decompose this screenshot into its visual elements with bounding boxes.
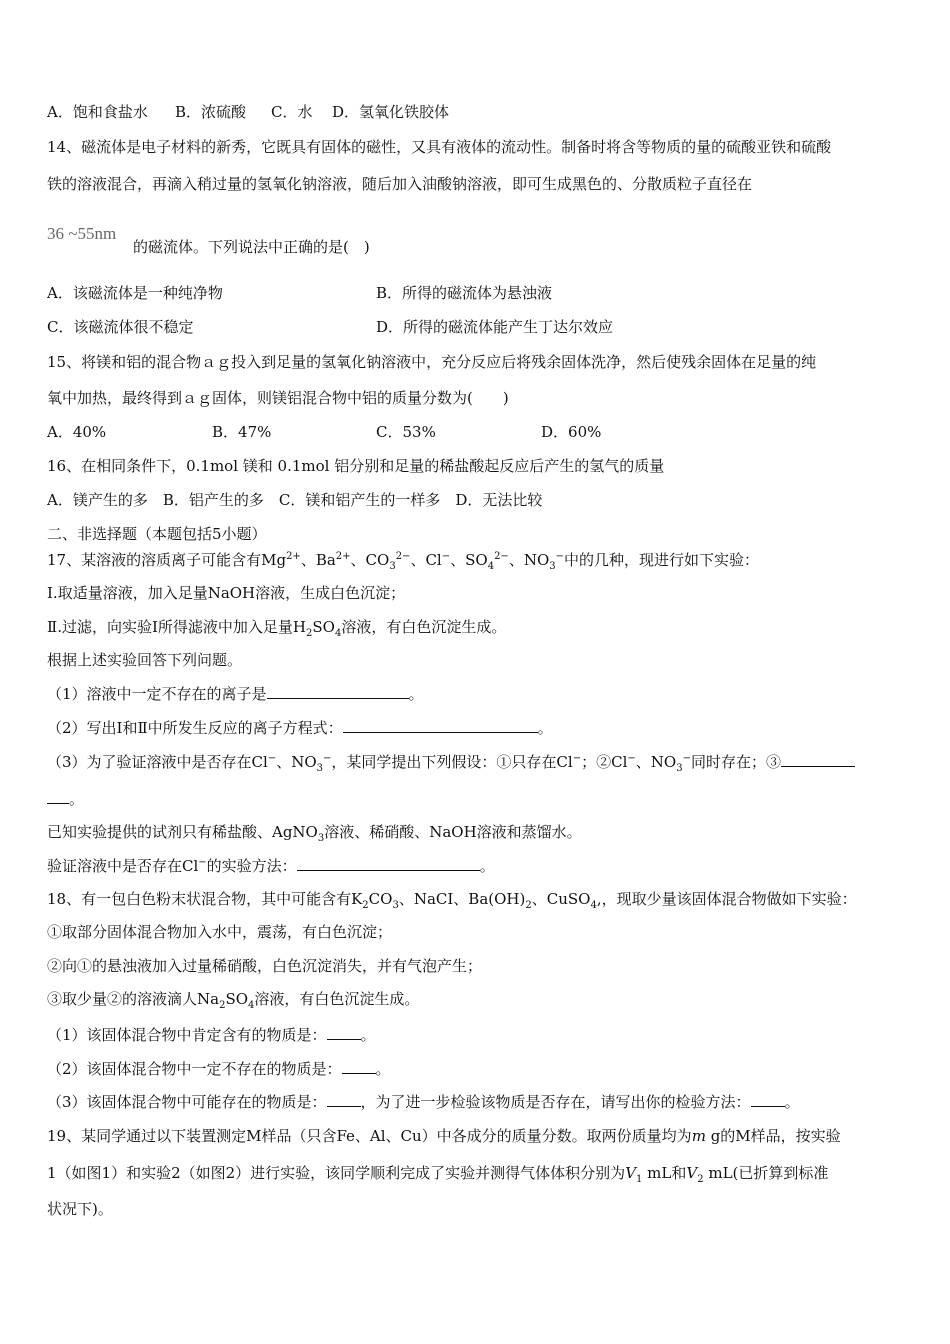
q14-stem-line2: 铁的溶液混合，再滴入稍过量的氢氧化钠溶液，随后加入油酸钠溶液，即可生成黑色的、分散质粒子直径在 bbox=[47, 175, 753, 193]
q14-stem-line3: 的磁流体。下列说法中正确的是( ) bbox=[133, 238, 370, 256]
q18-step-2: ②向①的悬浊液加入过量稀硝酸，白色沉淀消失，并有气泡产生； bbox=[47, 957, 483, 975]
q18-part3: （3）该固体混合物中可能存在的物质是： ，为了进一步检验该物质是否存在，请写出你的检验方法： 。 bbox=[47, 1093, 800, 1111]
q18-step-3: ③取少量②的溶液滴人$Na_2SO_4$溶液，有白色沉淀生成。 bbox=[47, 990, 420, 1011]
q18-stem: 18、有一包白色粉末状混合物，其中可能含有$K_2CO_3$、NaCI、$Ba(OH)_2$、CuSO$_4$,，现取少量该固体混合物做如下实验： bbox=[47, 890, 857, 911]
answer-blank[interactable] bbox=[781, 751, 855, 767]
q15-stem-line1: 15、将镁和铝的混合物ａｇ投入到足量的氢氧化钠溶液中，充分反应后将残余固体洗净，然后使残余固体在足量的纯 bbox=[47, 353, 817, 371]
q14-option-d: D．所得的磁流体能产生丁达尔效应 bbox=[376, 318, 614, 336]
q17-experiment-2: Ⅱ.过滤，向实验Ⅰ所得滤液中加入足量$H_2SO_4$溶液，有白色沉淀生成。 bbox=[47, 618, 507, 639]
q17-part1: （1）溶液中一定不存在的离子是 。 bbox=[47, 685, 424, 703]
q19-stem-line1: 19、某同学通过以下装置测定M样品（只含Fe、Al、Cu）中各成分的质量分数。取两份质量均为m g的M样品，按实验 bbox=[47, 1127, 841, 1145]
q17-part2: （2）写出Ⅰ和Ⅱ中所发生反应的离子方程式： 。 bbox=[47, 719, 553, 737]
q14-size-range-image: 36 ~55nm bbox=[47, 224, 117, 243]
q17-intro: 根据上述实验回答下列问题。 bbox=[47, 651, 243, 669]
q14-option-b: B．所得的磁流体为悬浊液 bbox=[376, 284, 553, 302]
q17-reagents: 已知实验提供的试剂只有稀盐酸、AgNO$_3$溶液、稀硝酸、NaOH溶液和蒸馏水。 bbox=[47, 823, 582, 844]
answer-blank[interactable] bbox=[751, 1091, 785, 1107]
q15-option-d: D．60% bbox=[541, 423, 602, 441]
q17-part3: （3）为了验证溶液中是否存在Cl−、$NO_3^-$，某同学提出下列假设：①只存在Cl−；②Cl−、$NO_3^-$同时存在；③ bbox=[47, 751, 855, 772]
answer-blank[interactable] bbox=[327, 1091, 361, 1107]
q13-option-b: B．浓硫酸 bbox=[175, 103, 247, 121]
q15-stem-line2: 氧中加热，最终得到ａｇ固体，则镁铝混合物中铝的质量分数为( ) bbox=[47, 389, 509, 407]
q17-stem: 17、某溶液的溶质离子可能含有$Mg^{2+}$、$Ba^{2+}$、$CO_3^{2-}$、Cl−、$SO_4^{2-}$、$NO_3^-$中的几种，现进行如下实验： bbox=[47, 551, 760, 572]
q17-part3-cont: 。 bbox=[47, 788, 84, 809]
q19-stem-line2: 1（如图1）和实验2（如图2）进行实验，该同学顺利完成了实验并测得气体体积分别为$V_1$ mL和$V_2$ mL(已折算到标准 bbox=[47, 1164, 829, 1185]
q19-stem-line3: 状况下)。 bbox=[47, 1200, 113, 1218]
q17-verify: 验证溶液中是否存在Cl−的实验方法： 。 bbox=[47, 857, 495, 875]
answer-blank[interactable] bbox=[267, 683, 409, 699]
answer-blank[interactable] bbox=[343, 717, 538, 733]
q18-step-1: ①取部分固体混合物加入水中，震荡，有白色沉淀； bbox=[47, 923, 393, 941]
q13-option-d: D．氢氧化铁胶体 bbox=[332, 103, 450, 121]
section-heading: 二、非选择题（本题包括5小题） bbox=[47, 525, 267, 543]
q14-option-c: C．该磁流体很不稳定 bbox=[47, 318, 194, 336]
answer-blank[interactable] bbox=[327, 1024, 361, 1040]
q14-option-a: A．该磁流体是一种纯净物 bbox=[47, 284, 223, 302]
q16-options: A．镁产生的多 B．铝产生的多 C．镁和铝产生的一样多 D．无法比较 bbox=[47, 491, 543, 509]
q16-stem: 16、在相同条件下，0.1mol 镁和 0.1mol 铝分别和足量的稀盐酸起反应后产生的氢气的质量 bbox=[47, 457, 665, 475]
answer-blank[interactable] bbox=[47, 788, 69, 804]
q13-option-c: C．水 bbox=[271, 103, 313, 121]
q13-option-a: A．饱和食盐水 bbox=[47, 103, 148, 121]
q15-option-b: B．47% bbox=[212, 423, 272, 441]
q18-part1: （1）该固体混合物中肯定含有的物质是： 。 bbox=[47, 1026, 376, 1044]
q15-option-a: A．40% bbox=[47, 423, 107, 441]
q14-stem-line1: 14、磁流体是电子材料的新秀，它既具有固体的磁性，又具有液体的流动性。制备时将含等物质的量的硫酸亚铁和硫酸 bbox=[47, 138, 832, 156]
q18-part2: （2）该固体混合物中一定不存在的物质是： 。 bbox=[47, 1060, 391, 1078]
answer-blank[interactable] bbox=[297, 855, 480, 871]
q17-experiment-1: Ⅰ.取适量溶液，加入足量NaOH溶液，生成白色沉淀； bbox=[47, 584, 406, 602]
answer-blank[interactable] bbox=[342, 1058, 376, 1074]
q15-option-c: C．53% bbox=[376, 423, 436, 441]
